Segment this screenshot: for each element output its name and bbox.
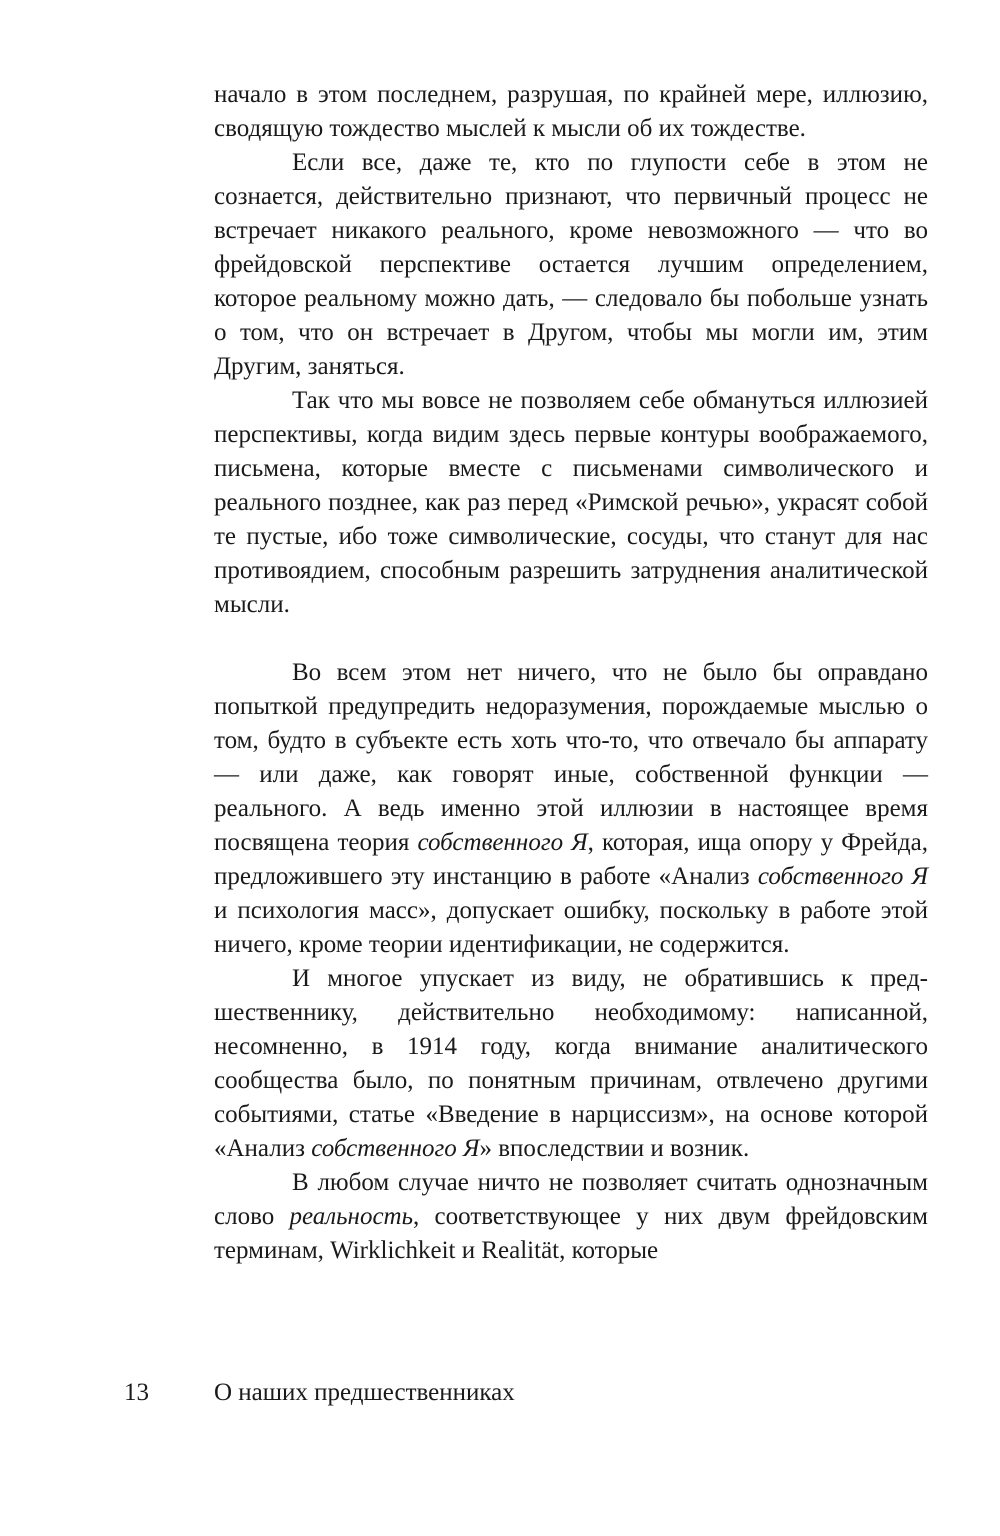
text-segment: » впоследствии и возник. <box>479 1135 750 1162</box>
text-segment: В любом случае ничто не позволяет считать однозначным слово <box>214 1169 928 1230</box>
text-segment: начало в этом последнем, разрушая, по крайней мере, иллюзию, сводящую тождество мыслей к мысли об их тождестве. <box>214 81 928 142</box>
italic-term: собственного Я <box>757 863 928 890</box>
paragraph-4 <box>214 656 928 962</box>
page-footer <box>0 1376 1000 1412</box>
text-segment: Так что мы вовсе не позволяем себе обмануться иллюзией перспективы, когда видим здесь первые контуры воображаемого, письмена, которые вместе с письменами символического и реального позднее, как раз перед «Римской речью», украсят собой те пустые, ибо тоже символические, сосуды, что станут для нас противоядием, способным разрешить затруднения аналитической мысли. <box>214 387 928 618</box>
text-segment: , которая, ища опору у Фрейда, предложившего эту инстанцию в работе «Анализ <box>214 829 928 890</box>
text-segment: Во всем этом нет ничего, что не было бы оправдано попыткой предупредить недоразумения, порождаемые мыслью о том, будто в субъекте есть хоть что-то, что отвечало бы аппарату — или даже, как говорят иные, собственной функции — реального. А ведь именно этой иллюзии в настоящее время посвящена теория <box>214 659 928 856</box>
text-segment: и психология масс», допускает ошибку, поскольку в работе этой ничего, кроме теории идентификации, не содержится. <box>214 897 928 958</box>
text-segment: , соответствующее у них двум фрейдовским терминам, Wirklichkeit и Realität, которые <box>214 1203 928 1264</box>
paragraph-1 <box>214 78 928 146</box>
text-segment: И многое упускает из виду, не обратившись к предшественнику, действительно необходимому: написанной, несомненно, в 1914 году, когда внимание аналитического сообщества было, по понятным причинам, отвлечено другими событиями, статье «Введение в нарциссизм», на основе которой «Анализ <box>214 965 928 1162</box>
running-title: О наших предшественниках <box>214 1379 515 1406</box>
paragraph-3 <box>214 384 928 622</box>
page-number: 13 <box>124 1379 149 1406</box>
paragraph-5 <box>214 962 928 1166</box>
italic-term: реальность <box>289 1203 413 1230</box>
paragraph-6 <box>214 1166 928 1268</box>
italic-term: собственного Я <box>417 829 588 856</box>
paragraph-2 <box>214 146 928 384</box>
text-segment: Если все, даже те, кто по глупости себе в этом не сознается, действительно признают, что первичный процесс не встречает никакого реального, кроме невозможного — что во фрейдовской перспективе остается лучшим определением, которое реальному можно дать, — следовало бы побольше узнать о том, что он встречает в Другом, чтобы мы могли им, этим Другим, заняться. <box>214 149 928 380</box>
body-text <box>214 78 928 1268</box>
italic-term: собственного Я <box>311 1135 480 1162</box>
